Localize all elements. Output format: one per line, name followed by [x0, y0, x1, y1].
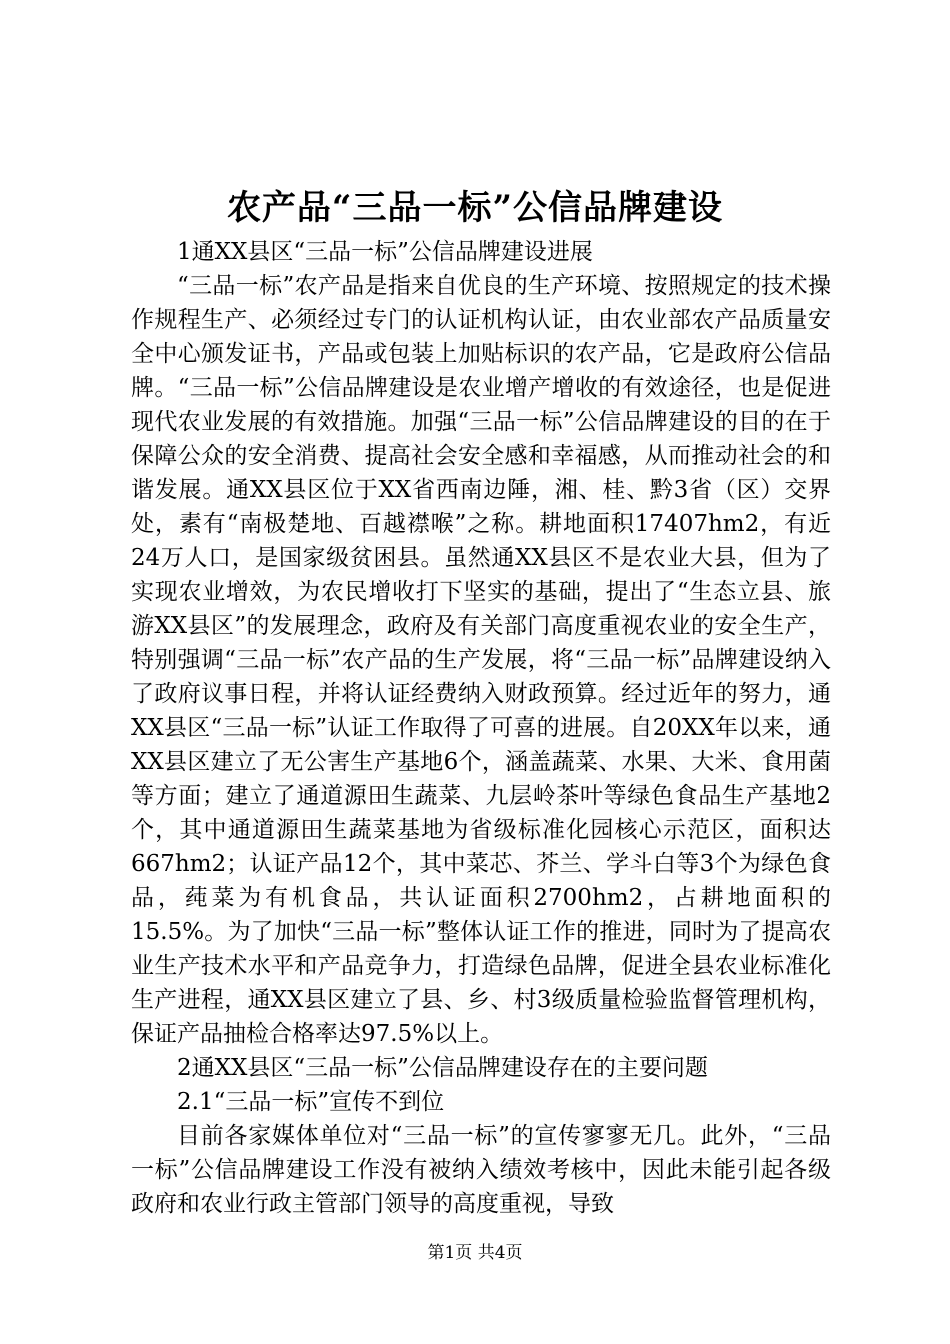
- document-title: 农产品“三品一标”公信品牌建设: [226, 188, 724, 228]
- document-body: [131, 235, 831, 1221]
- body-paragraph-1: “三品一标”农产品是指来自优良的生产环境、按照规定的技术操作规程生产、必须经过专门的认证机构认证，由农业部农产品质量安全中心颁发证书，产品或包装上加贴标识的农产品，它是政府公信品牌。“三品一标”公信品牌建设是农业增产增收的有效途径，也是促进现代农业发展的有效措施。加强“三品一标”公信品牌建设的目的在于保障公众的安全消费、提高社会安全感和幸福感，从而推动社会的和谐发展。通XX县区位于XX省西南边陲，湘、桂、黔3省（区）交界处，素有“南极楚地、百越襟喉”之称。耕地面积17407hm2，有近24万人口，是国家级贫困县。虽然通XX县区不是农业大县，但为了实现农业增效，为农民增收打下坚实的基础，提出了“生态立县、旅游XX县区”的发展理念，政府及有关部门高度重视农业的安全生产，特别强调“三品一标”农产品的生产发展，将“三品一标”品牌建设纳入了政府议事日程，并将认证经费纳入财政预算。经过近年的努力，通XX县区“三品一标”认证工作取得了可喜的进展。自20XX年以来，通XX县区建立了无公害生产基地6个，涵盖蔬菜、水果、大米、食用菌等方面；建立了通道源田生蔬菜、九层岭茶叶等绿色食品生产基地2个，其中通道源田生蔬菜基地为省级标准化园核心示范区，面积达667hm2；认证产品12个，其中菜芯、芥兰、学斗白等3个为绿色食品，莼菜为有机食品，共认证面积2700hm2，占耕地面积的15.5%。为了加快“三品一标”整体认证工作的推进，同时为了提高农业生产技术水平和产品竞争力，打造绿色品牌，促进全县农业标准化生产进程，通XX县区建立了县、乡、村3级质量检验监督管理机构，保证产品抽检合格率达97.5%以上。: [131, 273, 831, 1047]
- subsection-heading-2-1: 2.1“三品一标”宣传不到位: [177, 1089, 445, 1115]
- section-heading-2: 2通XX县区“三品一标”公信品牌建设存在的主要问题: [177, 1055, 708, 1081]
- body-paragraph-2: 目前各家媒体单位对“三品一标”的宣传寥寥无几。此外，“三品一标”公信品牌建设工作没有被纳入绩效考核中，因此未能引起各级政府和农业行政主管部门领导的高度重视，导致: [131, 1123, 831, 1217]
- page-number-footer: 第1页 共4页: [427, 1243, 523, 1263]
- section-heading-1: 1通XX县区“三品一标”公信品牌建设进展: [177, 239, 593, 265]
